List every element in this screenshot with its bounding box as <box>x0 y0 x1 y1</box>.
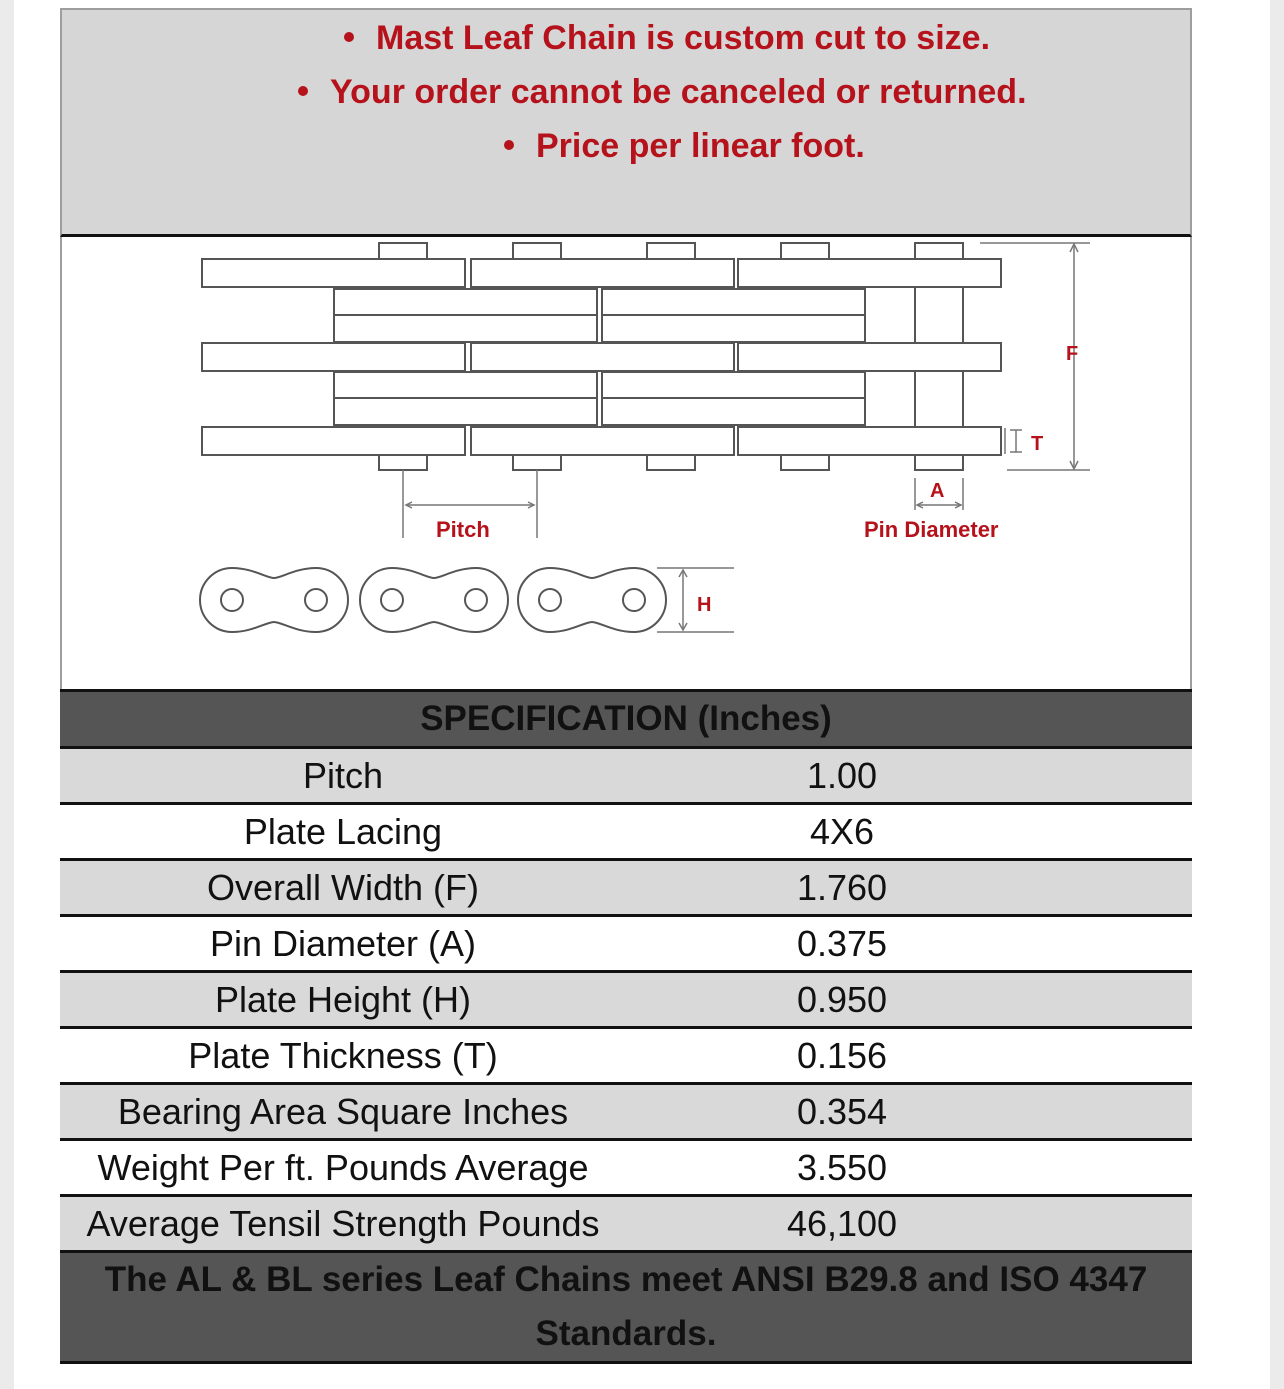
inner-plate <box>602 289 865 315</box>
spec-value: 46,100 <box>626 1196 1192 1252</box>
outer-plate <box>738 343 1001 371</box>
pin-diameter-label: Pin Diameter <box>864 517 999 542</box>
notice-text: Mast Leaf Chain is custom cut to size. <box>376 19 991 57</box>
inner-plate <box>334 289 597 315</box>
pin-head-bottom <box>379 454 427 470</box>
spec-label: Plate Lacing <box>60 804 626 860</box>
standards-footer-row <box>60 1252 1192 1363</box>
pin-head-bottom <box>647 454 695 470</box>
pitch-label: Pitch <box>436 517 490 542</box>
spec-value: 4X6 <box>626 804 1192 860</box>
spec-row-plate-lacing <box>60 804 1192 860</box>
dimension-t <box>1005 428 1022 454</box>
dimension-a-label: A <box>930 480 945 502</box>
spec-value: 3.550 <box>626 1140 1192 1196</box>
specification-table <box>60 689 1192 1364</box>
pin-hole <box>623 589 645 611</box>
spec-value: 1.760 <box>626 860 1192 916</box>
spec-value: 0.156 <box>626 1028 1192 1084</box>
pin-head-top <box>379 243 427 259</box>
standards-note: The AL & BL series Leaf Chains meet ANSI B29.8 and ISO 4347 Standards. <box>60 1252 1192 1363</box>
notice-text: Price per linear foot. <box>536 127 865 165</box>
outer-plate <box>202 343 465 371</box>
spec-label: Plate Height (H) <box>60 972 626 1028</box>
inner-plate <box>602 315 865 342</box>
spec-row-pitch <box>60 748 1192 804</box>
spec-label: Average Tensil Strength Pounds <box>60 1196 626 1252</box>
pin-hole <box>381 589 403 611</box>
notice-text: Your order cannot be canceled or returned. <box>330 73 1027 111</box>
spec-row-pin-diameter <box>60 916 1192 972</box>
pin-head-top <box>915 243 963 259</box>
chain-drawing <box>2 0 1284 700</box>
inner-plate <box>602 398 865 425</box>
inner-plate <box>602 372 865 398</box>
pin-head-top <box>781 243 829 259</box>
spec-label: Bearing Area Square Inches <box>60 1084 626 1140</box>
spec-row-tensile-strength <box>60 1196 1192 1252</box>
inner-plate <box>334 315 597 342</box>
inner-plate <box>334 398 597 425</box>
spec-label: Weight Per ft. Pounds Average <box>60 1140 626 1196</box>
pin-head-top <box>513 243 561 259</box>
outer-plate <box>202 427 465 455</box>
pin-hole <box>221 589 243 611</box>
spec-value: 1.00 <box>626 748 1192 804</box>
spec-label: Pitch <box>60 748 626 804</box>
spec-row-overall-width <box>60 860 1192 916</box>
spec-row-weight <box>60 1140 1192 1196</box>
outer-plate <box>738 259 1001 287</box>
spec-value: 0.950 <box>626 972 1192 1028</box>
spec-label: Plate Thickness (T) <box>60 1028 626 1084</box>
spec-row-bearing-area <box>60 1084 1192 1140</box>
dimension-h-label: H <box>697 594 712 616</box>
outer-plate <box>471 259 734 287</box>
pin-head-bottom <box>513 454 561 470</box>
inner-plate <box>334 372 597 398</box>
dimension-h <box>657 568 734 632</box>
outer-plate <box>471 427 734 455</box>
spec-value: 0.375 <box>626 916 1192 972</box>
leaf-chain-diagram <box>60 237 1192 689</box>
pin-head-bottom <box>781 454 829 470</box>
spec-value: 0.354 <box>626 1084 1192 1140</box>
outer-plate <box>738 427 1001 455</box>
product-spec-sheet <box>60 8 1192 1364</box>
spec-title: SPECIFICATION (Inches) <box>60 691 1192 748</box>
pin-head-top <box>647 243 695 259</box>
dimension-t-label: T <box>1031 433 1044 455</box>
pin-hole <box>305 589 327 611</box>
spec-row-plate-height <box>60 972 1192 1028</box>
pin-hole <box>539 589 561 611</box>
spec-label: Pin Diameter (A) <box>60 916 626 972</box>
side-view <box>200 568 666 632</box>
spec-label: Overall Width (F) <box>60 860 626 916</box>
pin-hole <box>465 589 487 611</box>
dimension-f-label: F <box>1066 343 1079 365</box>
outer-plate <box>471 343 734 371</box>
pin-head-bottom <box>915 454 963 470</box>
spec-row-plate-thickness <box>60 1028 1192 1084</box>
outer-plate <box>202 259 465 287</box>
